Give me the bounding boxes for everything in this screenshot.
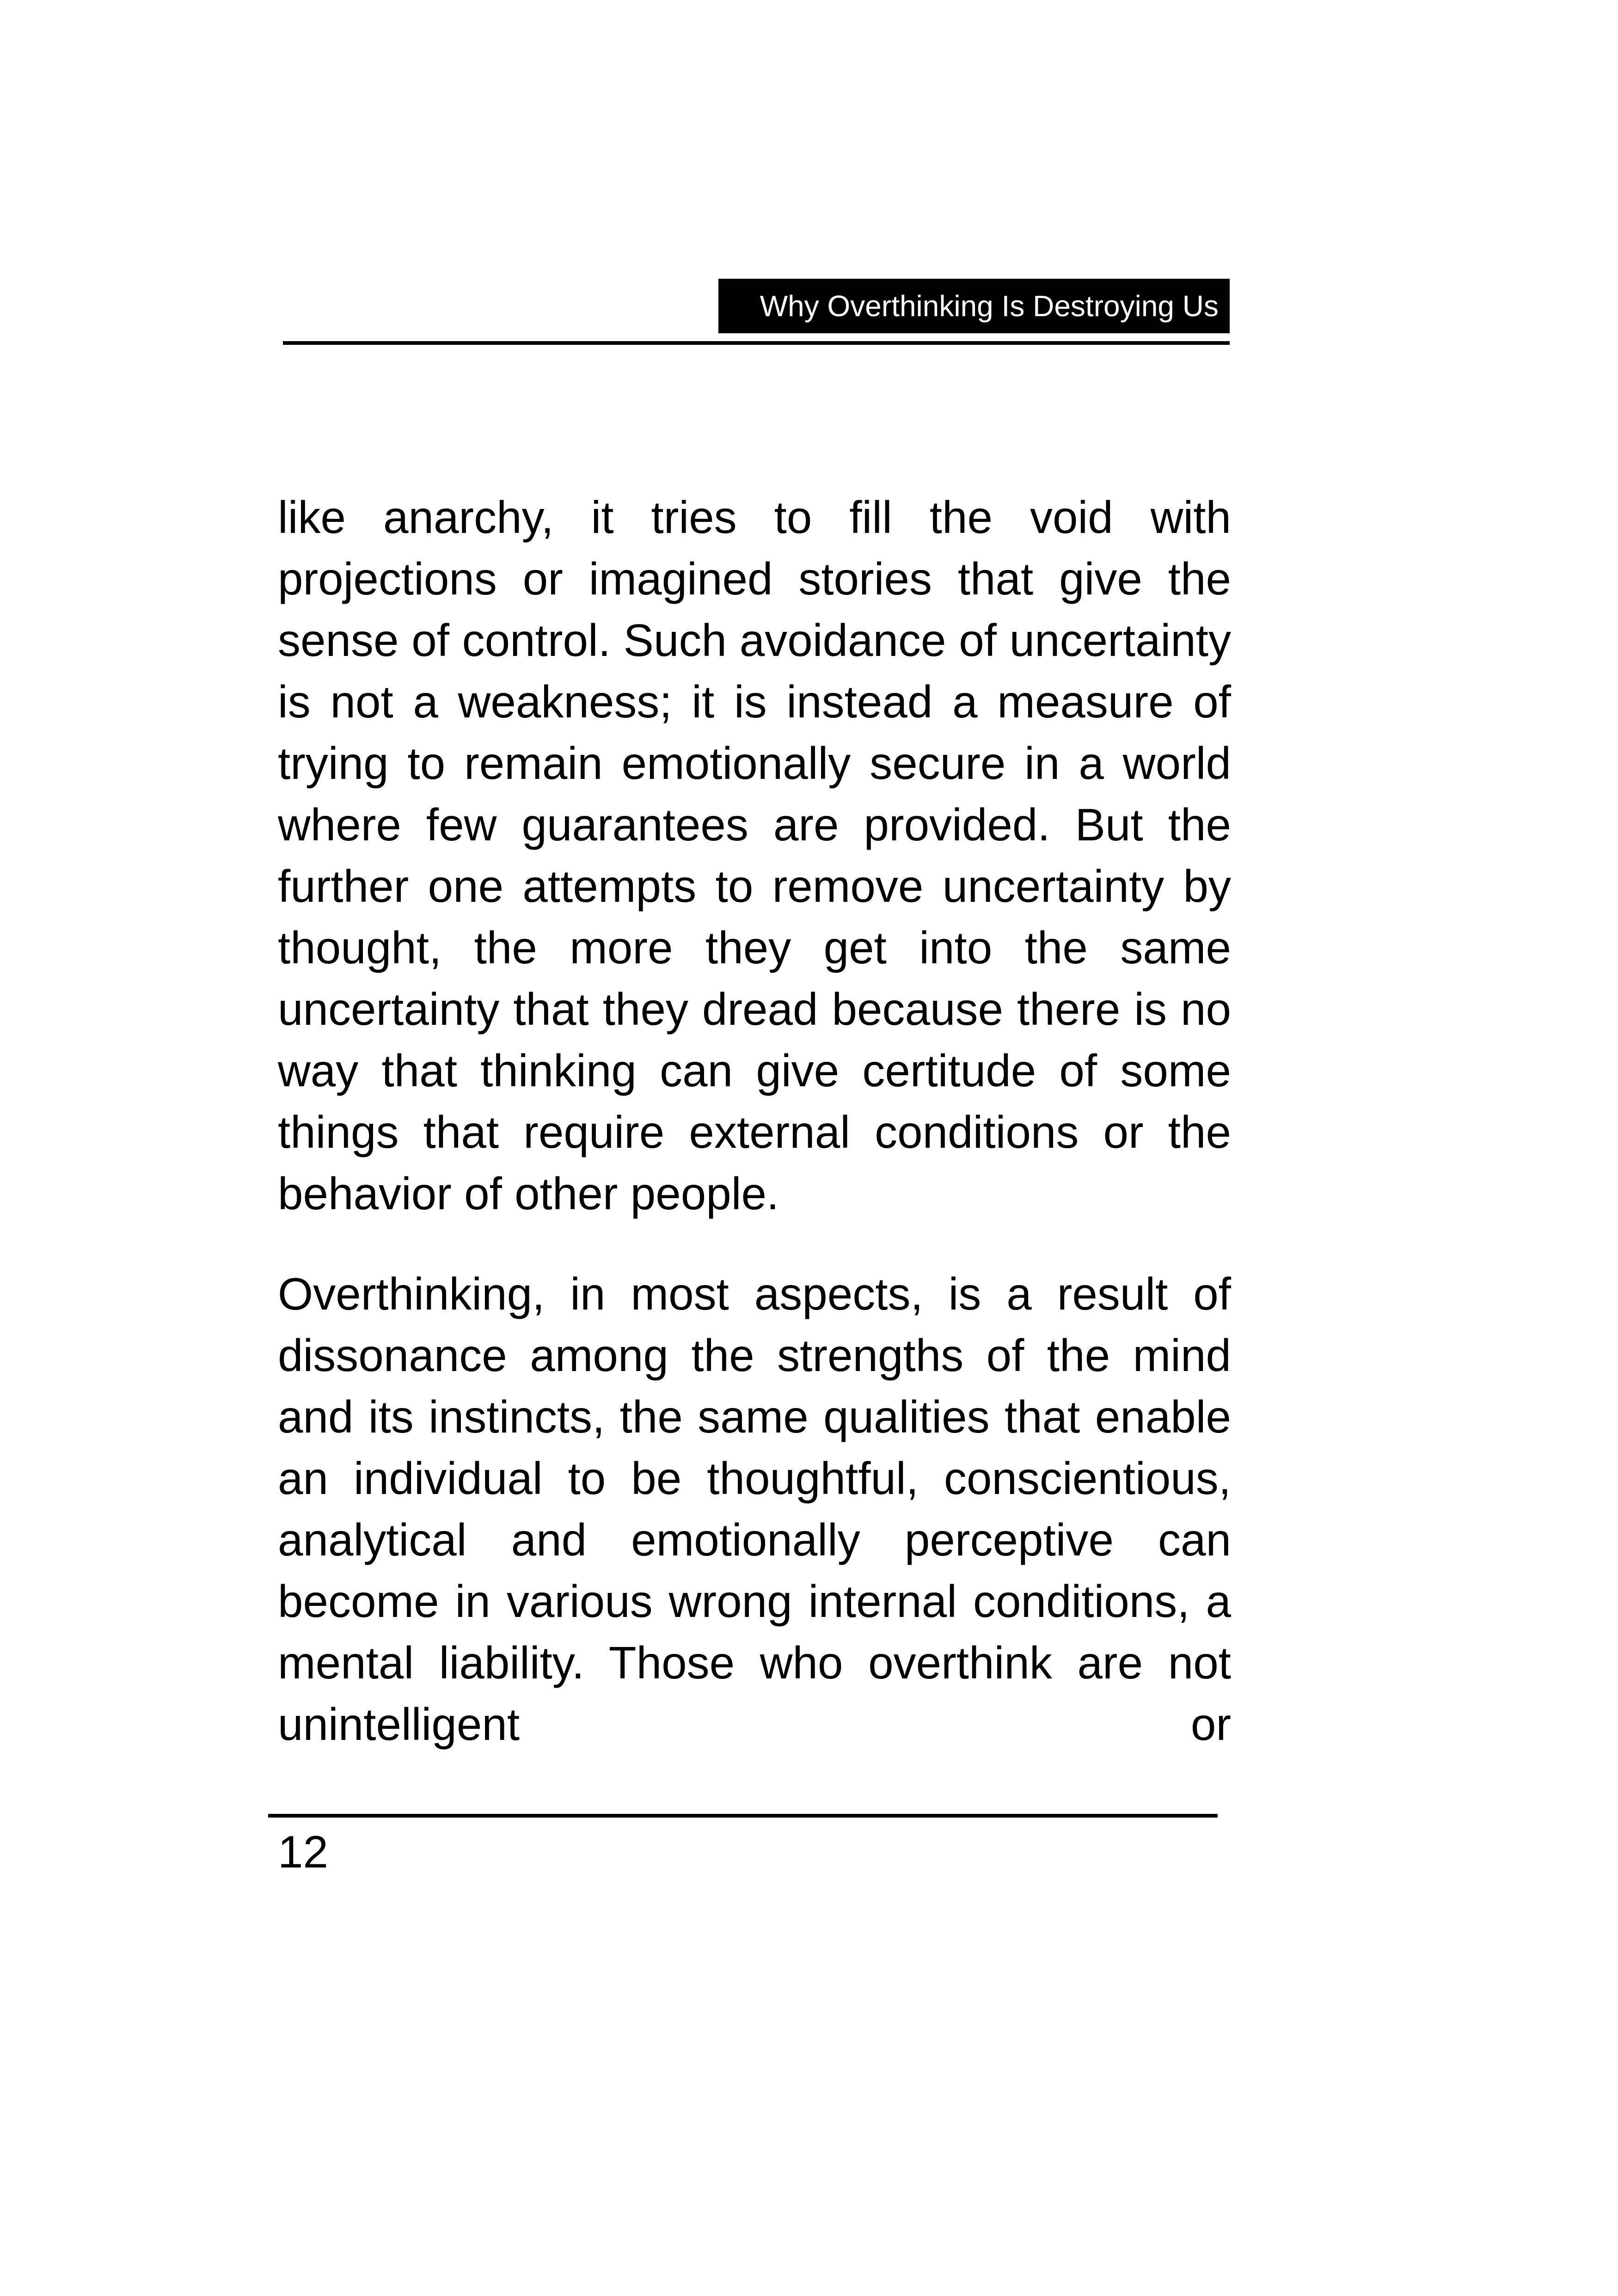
page-number: 12 <box>278 1826 329 1877</box>
header-rule <box>283 341 1230 345</box>
running-header-title: Why Overthinking Is Destroying Us <box>718 279 1230 333</box>
paragraph-1: like anarchy, it tries to fill the void with projections or imagined stories that give the sense of control. Such avoidance of uncertainty is not a weakness; it is instead a measure of trying to remain emotionally secure in a world where few guarantees are provided. But the further one attempts to remove uncertainty by thought, the more they get into the same uncertainty that they dread because there is no way that thinking can give certitude of some things that require external conditions or the behavior of other people. <box>278 492 1231 1219</box>
body-text <box>278 487 1231 1755</box>
footer-rule <box>268 1814 1218 1818</box>
paragraph-2: Overthinking, in most aspects, is a result of dissonance among the strengths of the mind and its instincts, the same qualities that enable an individual to be thoughtful, conscientious, analytical and emotionally perceptive can become in various wrong internal conditions, a mental liability. Those who overthink are not unintelligent or <box>278 1268 1231 1750</box>
